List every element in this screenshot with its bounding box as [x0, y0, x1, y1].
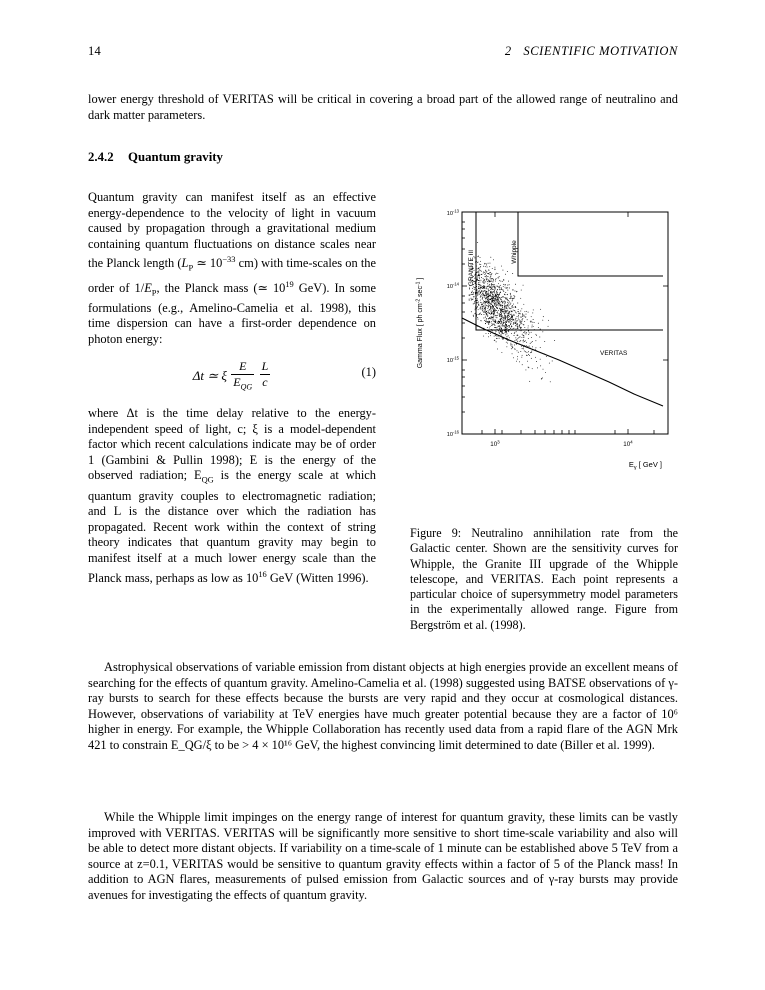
- body-paragraph-2: While the Whipple limit impinges on the energy range of interest for quantum gravity, these limits can be vastly improved with VERITAS. VERITAS will be significantly more sensitive to short time-scale variability and also will be able to detect more distant objects. If variability on a time-scale of 1 minute can be established above 5 TeV from a source at z=0.1, VERITAS would be sensitive to quantum gravity effects within a factor of 5 of the Planck mass! In addition to AGN flares, measurements of pulsed emission from Galactic sources and of γ-ray bursts may provide avenues for investigating the effects of quantum gravity.: [88, 810, 678, 902]
- label-granite-iii: GRANITE III: [468, 249, 475, 287]
- label-whipple: Whipple: [511, 240, 518, 264]
- body-paragraph-1-block: [88, 660, 678, 754]
- eqg-subscript: QG: [240, 382, 253, 392]
- equation-number: (1): [361, 364, 376, 379]
- equation-1: [88, 359, 376, 396]
- figure-svg: [404, 190, 686, 490]
- left-column: [88, 190, 376, 586]
- planck-mass-exponent: 19: [285, 278, 294, 289]
- fraction-energy-ratio: [231, 359, 254, 396]
- y-axis-ticks: [462, 212, 668, 434]
- svg-text:10-15: $10^{-15}$: [446, 355, 459, 364]
- expl-text-a: where Δt is the time delay relative to the energy-independent speed of light, c; ξ is a model-dependent factor which recent calculations indicate may be of order 1 (Gambini & Pullin 1998); E is the energy of the observed radiation; E: [88, 406, 376, 483]
- subsection-number: 2.4.2: [88, 150, 114, 164]
- planck-length-relation: ≃ 10: [193, 256, 223, 271]
- paragraph-equation-explanation: [88, 406, 376, 586]
- eqg-base: E: [233, 375, 241, 390]
- paragraph-quantum-gravity-intro: [88, 190, 376, 348]
- svg-text:10-14: $10^{-14}$: [446, 281, 459, 290]
- label-veritas: VERITAS: [600, 350, 628, 357]
- figure-caption-label: Figure 9:: [410, 526, 462, 540]
- svg-text:103: $10^3$: [490, 439, 500, 448]
- expl-text-c: GeV (Witten 1996).: [266, 570, 369, 585]
- svg-text:10-16: $10^{-16}$: [446, 429, 459, 438]
- planck-length-symbol: L: [181, 256, 189, 271]
- x-axis-ticks: [482, 212, 654, 434]
- body-paragraph-1: Astrophysical observations of variable emission from distant objects at high energies provide an excellent means of searching for the effects of quantum gravity. Amelino-Camelia et al. (1998) suggested using BATSE observations of γ-ray bursts to search for these effects because the bursts are very rapid and they occur at cosmological distances. However, observations of variability at TeV energies have much greater potential because they are a factor of 10⁶ higher in energy. For example, the Whipple Collaboration has recently used data from a rapid flare of the AGN Mrk 421 to constrain E_QG/ξ to be > 4 × 10¹⁶ GeV, the highest convincing limit determined to date (Biller et al. 1999).: [88, 660, 678, 752]
- equation-lhs: Δt ≃ ξ: [192, 367, 227, 383]
- subsection-title: Quantum gravity: [128, 150, 223, 164]
- expl-exponent: 16: [258, 568, 267, 579]
- planck-energy-symbol: E: [144, 280, 152, 295]
- x-axis-label: $E_\gamma$ [ GeV ]: [628, 460, 662, 472]
- running-head: [88, 44, 678, 59]
- fraction-denominator-EQG: [231, 374, 254, 395]
- top-paragraph-block: [88, 92, 678, 123]
- expl-text-b: is the energy scale at which quantum gravity couples to electromagnetic radiation; and L is the distance over which the radiation has propagated. Recent work within the context of string theory indicates that quantum gravity may begin to manifest itself at a much lower energy scale than the Planck mass, perhaps as low as 10: [88, 468, 376, 585]
- curve-granite-iii: [476, 212, 663, 330]
- body-paragraph-2-block: [88, 810, 678, 904]
- planck-energy-subscript: P: [151, 287, 157, 298]
- x-tick-labels: [490, 439, 633, 448]
- figure-caption-text: Neutralino annihilation rate from the Galactic center. Shown are the sensitivity curves for Whipple, the Granite III upgrade of the Whipple telescope, and VERITAS. Each point represents a particular choice of supersymmetry model parameters in the experimentally allowed range. Figure from Bergström et al. (1998).: [410, 526, 678, 632]
- fraction-length-over-c: [260, 359, 271, 391]
- y-axis-label: Gamma Flux [ ph $cm^{-2}$ $\sec^{-1}$ ]: [415, 277, 424, 369]
- svg-text:104: $10^4$: [623, 439, 633, 448]
- qg-text-d: GeV). In some formulations (e.g., Amelino-Camelia et al. 1998), this time dispersion can have a first-order dependence on photon energy:: [88, 280, 376, 346]
- figure-caption: [410, 526, 678, 633]
- fraction-denominator-c: c: [260, 374, 271, 391]
- figure-9-plot: [404, 190, 686, 490]
- subsection-heading: [88, 150, 678, 165]
- eqg-subscript-inline: QG: [201, 474, 214, 485]
- plot-frame: [462, 212, 668, 434]
- running-head-section-number: 2: [504, 44, 512, 58]
- fraction-numerator-L: L: [261, 358, 269, 373]
- fraction-numerator-E: E: [239, 358, 247, 373]
- paragraph-top: lower energy threshold of VERITAS will be critical in covering a broad part of the allowed range of neutralino and dark matter parameters.: [88, 92, 678, 122]
- qg-text-c: , the Planck mass (≃ 10: [156, 280, 286, 295]
- qg-text-b: cm) with time-scales on the order of 1/: [88, 256, 377, 295]
- y-tick-labels: [447, 209, 460, 438]
- planck-length-exponent: −33: [222, 254, 236, 265]
- curve-whipple: [518, 212, 663, 276]
- svg-text:10-13: $10^{-13}$: [446, 208, 459, 217]
- page-folio: 14: [88, 44, 101, 58]
- planck-length-subscript: P: [188, 262, 194, 273]
- qg-text-a: Quantum gravity can manifest itself as an effective energy-dependence to the velocity of light in vacuum caused by propagation through a gravitational medium containing quantum fluctuations on distance scales near the Planck length (: [88, 190, 376, 271]
- running-head-section-title: SCIENTIFIC MOTIVATION: [523, 44, 678, 58]
